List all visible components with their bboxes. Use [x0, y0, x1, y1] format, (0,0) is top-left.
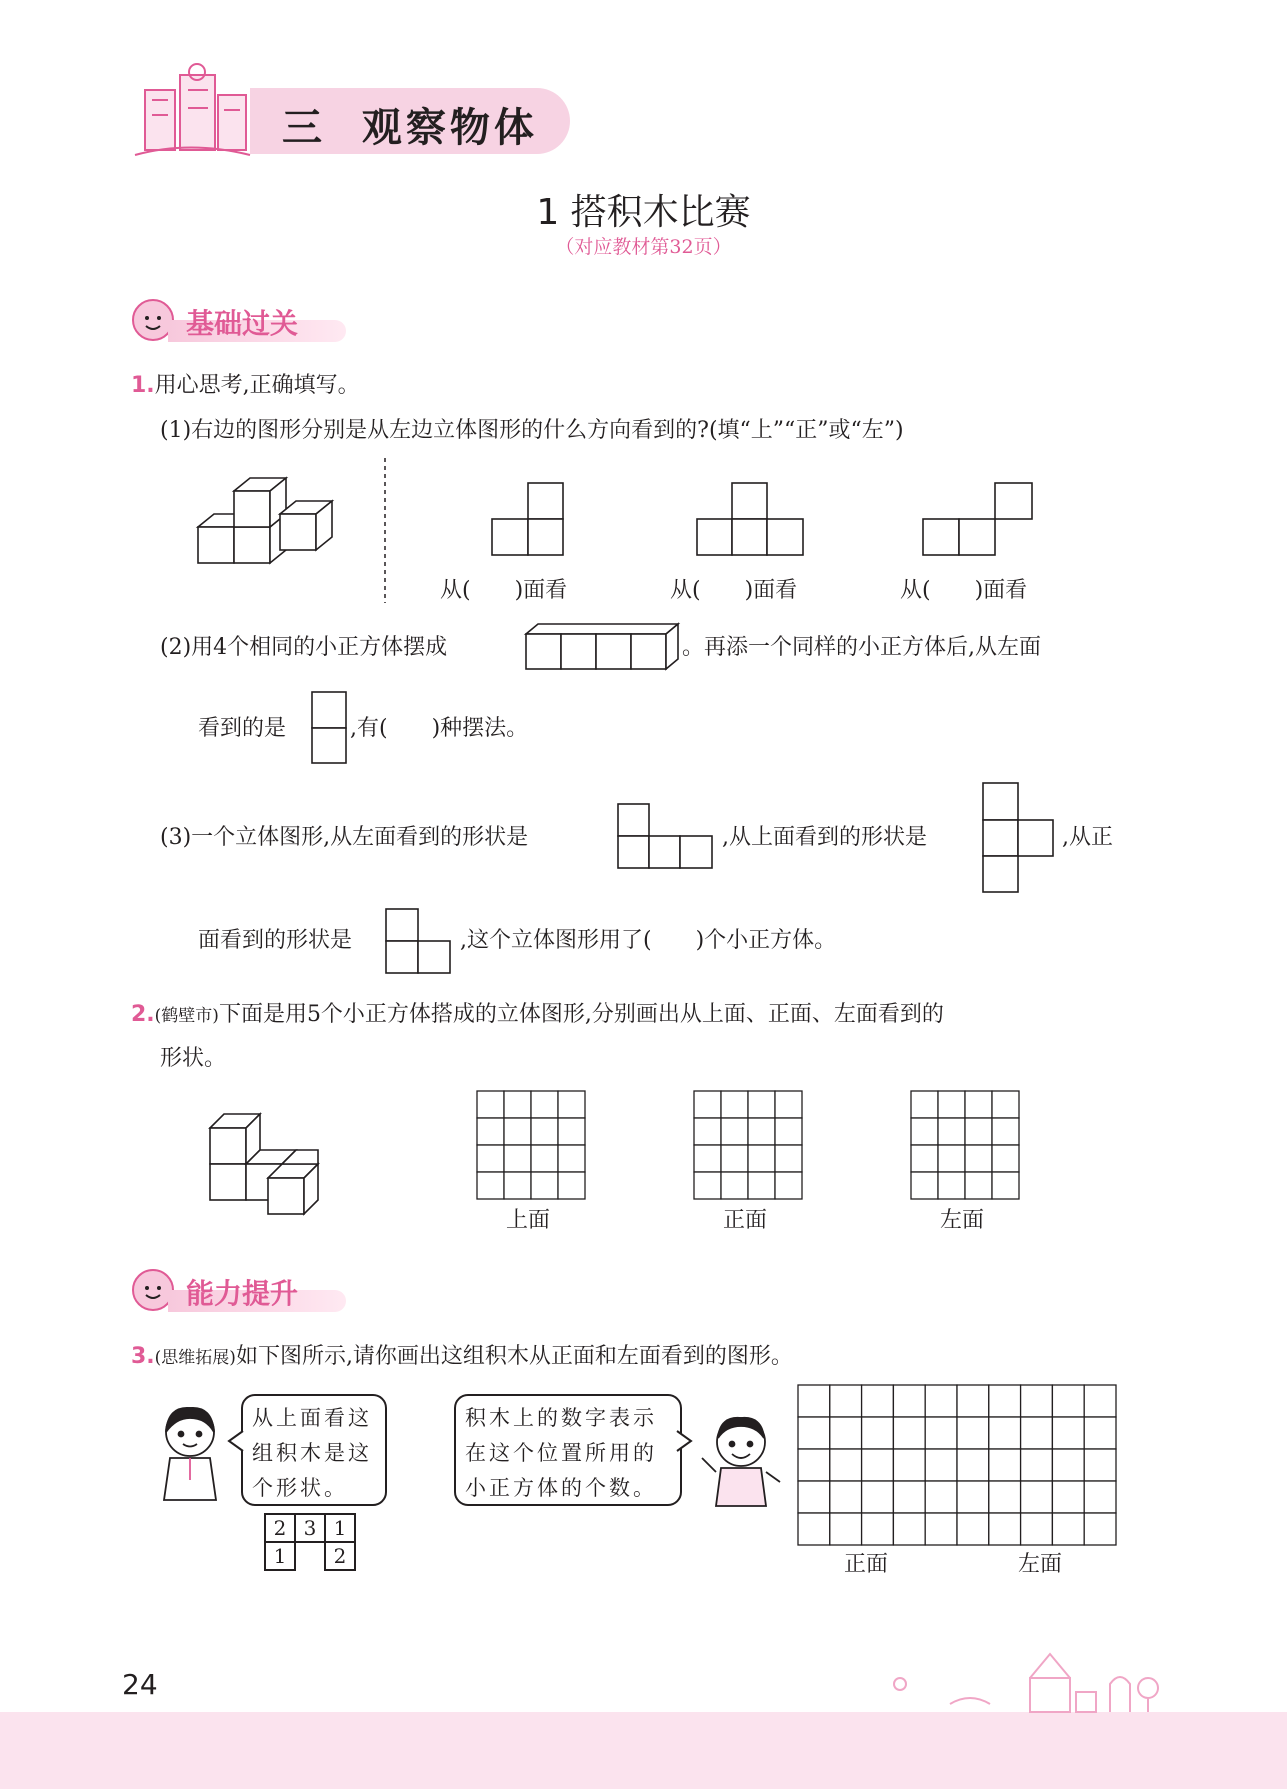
section-advanced-title: 能力提升: [186, 1277, 299, 1310]
grid-cell[interactable]: [957, 1481, 989, 1513]
grid-cell[interactable]: [862, 1449, 894, 1481]
grid-cell[interactable]: [925, 1481, 957, 1513]
grid-cell[interactable]: [798, 1513, 830, 1545]
grid-cell[interactable]: [862, 1513, 894, 1545]
grid-cell[interactable]: [925, 1513, 957, 1545]
grid-cell[interactable]: [989, 1513, 1021, 1545]
bubble-left-line-3: 个形状。: [252, 1476, 348, 1500]
grid-cell[interactable]: [957, 1449, 989, 1481]
top-cell: 1: [325, 1514, 355, 1542]
section-basic-title: 基础过关: [186, 307, 299, 340]
grid-cell[interactable]: [925, 1385, 957, 1417]
q3-grid-label-front: 正面: [844, 1552, 889, 1577]
grid-cell[interactable]: [1084, 1513, 1116, 1545]
top-cell: 2: [265, 1514, 295, 1542]
chapter-name: 观察物体: [361, 105, 538, 151]
q2-grid-label-front: 正面: [723, 1208, 768, 1233]
top-cell: 3: [295, 1514, 325, 1542]
q2-grid-label-left: 左面: [940, 1208, 985, 1233]
lesson-subtitle: （对应教材第32页）: [555, 236, 732, 258]
grid-cell[interactable]: [925, 1417, 957, 1449]
top-cell: 1: [265, 1542, 295, 1570]
grid-cell[interactable]: [893, 1417, 925, 1449]
q1-part2-text-a: (2)用4个相同的小正方体摆成: [160, 635, 448, 660]
grid-cell[interactable]: [1021, 1481, 1053, 1513]
q2-text-a: 下面是用5个小正方体搭成的立体图形,分别画出从上面、正面、左面看到的: [218, 1002, 944, 1027]
grid-cell[interactable]: [830, 1417, 862, 1449]
grid-cell[interactable]: [989, 1417, 1021, 1449]
q2-grid-label-top: 上面: [506, 1208, 551, 1233]
q1-part2-text-d[interactable]: ,有( )种摆法。: [350, 716, 529, 741]
q1-part3-text-d: 面看到的形状是: [198, 928, 353, 953]
top-cell: 2: [325, 1542, 355, 1570]
q1-number: 1.: [131, 373, 155, 398]
grid-cell[interactable]: [798, 1385, 830, 1417]
grid-cell[interactable]: [862, 1385, 894, 1417]
grid-cell[interactable]: [830, 1513, 862, 1545]
view-label-1[interactable]: 从( )面看: [440, 578, 568, 603]
q1-prompt: 用心思考,正确填写。: [154, 373, 360, 398]
grid-cell[interactable]: [1021, 1513, 1053, 1545]
q3-grid[interactable]: [798, 1385, 1116, 1545]
chapter-number: 三: [282, 105, 326, 151]
grid-cell[interactable]: [1021, 1417, 1053, 1449]
grid-cell[interactable]: [798, 1449, 830, 1481]
grid-cell[interactable]: [893, 1385, 925, 1417]
q1-part3-text-a: (3)一个立体图形,从左面看到的形状是: [160, 825, 529, 850]
grid-cell[interactable]: [989, 1449, 1021, 1481]
lesson-title: 1 搭积木比赛: [536, 192, 751, 233]
grid-cell[interactable]: [830, 1385, 862, 1417]
grid-cell[interactable]: [1052, 1449, 1084, 1481]
grid-cell[interactable]: [925, 1449, 957, 1481]
bubble-right-line-1: 积木上的数字表示: [465, 1406, 657, 1430]
grid-cell[interactable]: [830, 1481, 862, 1513]
grid-cell[interactable]: [862, 1417, 894, 1449]
q3-number: 3.: [131, 1344, 155, 1369]
grid-cell[interactable]: [989, 1385, 1021, 1417]
bubble-left-line-2: 组积木是这: [252, 1441, 372, 1465]
q3-text: 如下图所示,请你画出这组积木从正面和左面看到的图形。: [235, 1344, 793, 1369]
q1-part3-text-e[interactable]: ,这个立体图形用了( )个小正方体。: [460, 928, 837, 953]
grid-cell[interactable]: [893, 1481, 925, 1513]
q1-part2-text-c: 看到的是: [198, 716, 287, 741]
view-label-3[interactable]: 从( )面看: [900, 578, 1028, 603]
view-label-2[interactable]: 从( )面看: [670, 578, 798, 603]
grid-cell[interactable]: [893, 1449, 925, 1481]
grid-cell[interactable]: [1084, 1417, 1116, 1449]
grid-cell[interactable]: [893, 1513, 925, 1545]
q1-part3-text-c: ,从正: [1062, 825, 1113, 850]
q3-source: (思维拓展): [154, 1348, 236, 1368]
q3-grid-label-left: 左面: [1018, 1552, 1063, 1577]
q1-part1-text: (1)右边的图形分别是从左边立体图形的什么方向看到的?(填“上”“正”或“左”): [160, 418, 904, 443]
grid-cell[interactable]: [957, 1417, 989, 1449]
grid-cell[interactable]: [1084, 1449, 1116, 1481]
q2-text-b: 形状。: [160, 1046, 227, 1071]
footer-band: [0, 1712, 1287, 1789]
q2-number: 2.: [131, 1002, 155, 1027]
grid-cell[interactable]: [1084, 1481, 1116, 1513]
grid-cell[interactable]: [989, 1481, 1021, 1513]
grid-cell[interactable]: [862, 1481, 894, 1513]
grid-cell[interactable]: [798, 1481, 830, 1513]
bubble-left-line-1: 从上面看这: [252, 1406, 372, 1430]
grid-cell[interactable]: [1021, 1449, 1053, 1481]
q2-source: (鹤壁市): [154, 1006, 219, 1026]
grid-cell[interactable]: [798, 1417, 830, 1449]
grid-cell[interactable]: [1052, 1385, 1084, 1417]
q1-part2-text-b: 。再添一个同样的小正方体后,从左面: [682, 635, 1041, 660]
grid-cell[interactable]: [1052, 1513, 1084, 1545]
castle-decoration: [880, 1648, 1170, 1718]
grid-cell[interactable]: [1052, 1481, 1084, 1513]
bubble-right-line-2: 在这个位置所用的: [465, 1441, 657, 1465]
grid-cell[interactable]: [830, 1449, 862, 1481]
q1-part3-text-b: ,从上面看到的形状是: [722, 825, 927, 850]
grid-cell[interactable]: [1021, 1385, 1053, 1417]
page-number: 24: [122, 1668, 158, 1701]
grid-cell[interactable]: [1084, 1385, 1116, 1417]
grid-cell[interactable]: [1052, 1417, 1084, 1449]
bubble-right-line-3: 小正方体的个数。: [465, 1476, 657, 1500]
grid-cell[interactable]: [957, 1513, 989, 1545]
grid-cell[interactable]: [957, 1385, 989, 1417]
